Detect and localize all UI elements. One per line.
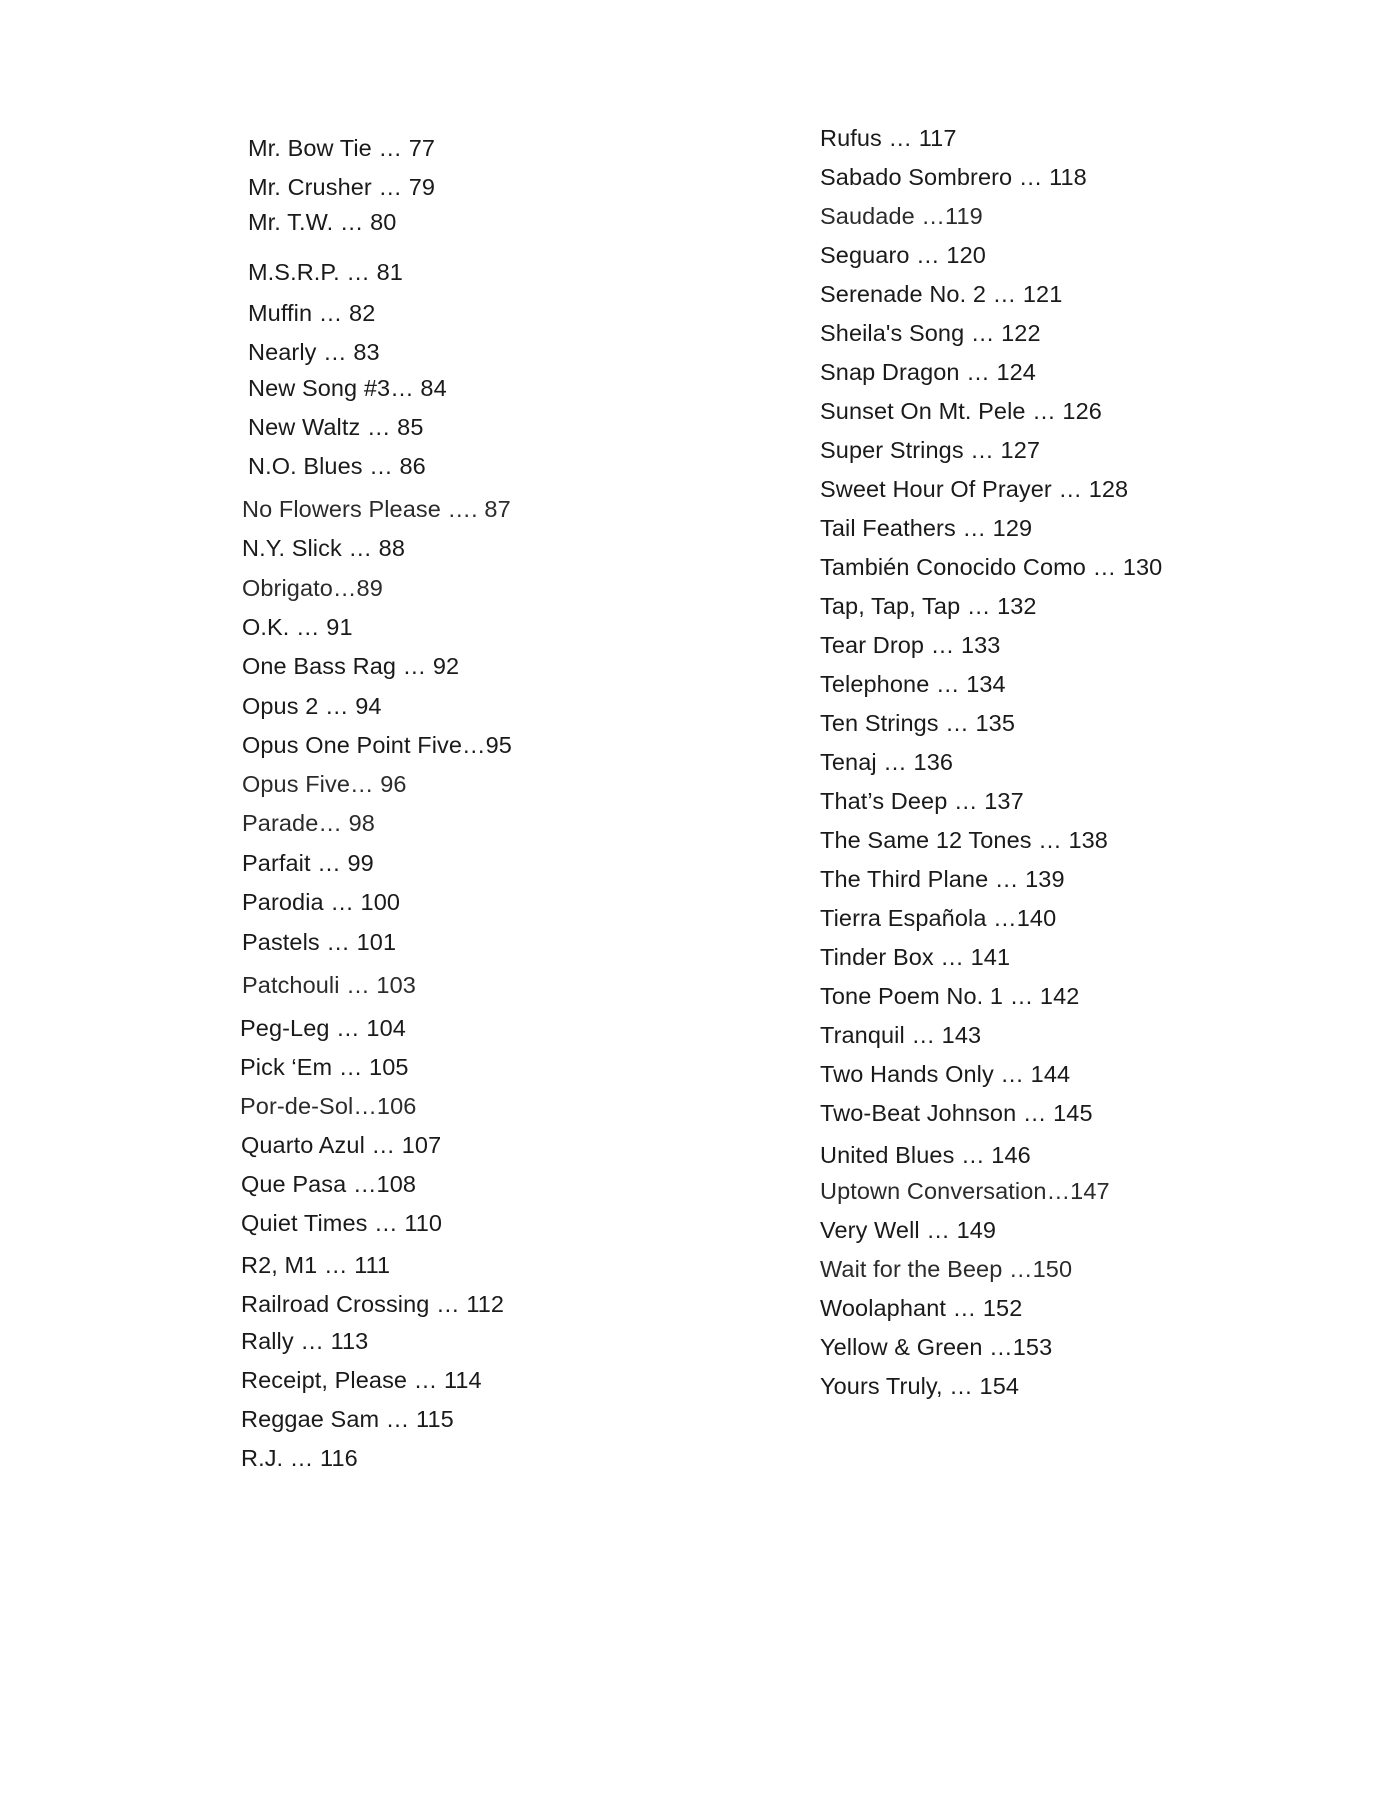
index-entry: New Song #3… 84 [248,375,447,401]
index-entry: Serenade No. 2 … 121 [820,281,1063,307]
index-entry: No Flowers Please …. 87 [242,496,511,522]
index-entry: Tear Drop … 133 [820,632,1001,658]
index-entry: Quarto Azul … 107 [241,1132,442,1158]
index-entry: Two Hands Only … 144 [820,1061,1071,1087]
index-entry: Wait for the Beep …150 [820,1256,1073,1282]
index-entry: Peg-Leg … 104 [240,1015,406,1041]
index-entry: Obrigato…89 [242,575,383,601]
index-entry: Tap, Tap, Tap … 132 [820,593,1037,619]
index-entry: Opus One Point Five…95 [242,732,512,758]
index-entry: Rally … 113 [241,1328,369,1354]
index-entry: Sabado Sombrero … 118 [820,164,1087,190]
index-entry: Opus Five… 96 [242,771,407,797]
index-entry: Reggae Sam … 115 [241,1406,454,1432]
index-entry: Patchouli … 103 [242,972,416,998]
index-entry: Opus 2 … 94 [242,693,382,719]
index-entry: Very Well … 149 [820,1217,997,1243]
index-entry: Mr. Bow Tie … 77 [248,135,436,161]
index-entry: Tinder Box … 141 [820,944,1011,970]
index-entry: The Same 12 Tones … 138 [820,827,1108,853]
index-entry: That’s Deep … 137 [820,788,1024,814]
index-entry: United Blues … 146 [820,1142,1031,1168]
index-entry: Sunset On Mt. Pele … 126 [820,398,1102,424]
index-entry: Muffin … 82 [248,300,376,326]
index-entry: N.O. Blues … 86 [248,453,426,479]
index-entry: N.Y. Slick … 88 [242,535,406,561]
index-entry: Quiet Times … 110 [241,1210,443,1236]
index-entry: Por-de-Sol…106 [240,1093,417,1119]
index-entry: R2, M1 … 111 [241,1252,391,1278]
index-entry: Parfait … 99 [242,850,374,876]
index-entry: Rufus … 117 [820,125,957,151]
index-entry: Parodia … 100 [242,889,401,915]
index-entry: Woolaphant … 152 [820,1295,1023,1321]
index-entry: Railroad Crossing … 112 [241,1291,505,1317]
index-entry: Ten Strings … 135 [820,710,1016,736]
index-entry: Telephone … 134 [820,671,1006,697]
index-entry: O.K. … 91 [242,614,353,640]
index-entry: Tranquil … 143 [820,1022,982,1048]
index-entry: The Third Plane … 139 [820,866,1065,892]
index-entry: Pastels … 101 [242,929,397,955]
index-entry: Receipt, Please … 114 [241,1367,482,1393]
index-entry: Tone Poem No. 1 … 142 [820,983,1080,1009]
index-entry: Que Pasa …108 [241,1171,417,1197]
index-entry: Sweet Hour Of Prayer … 128 [820,476,1129,502]
index-entry: M.S.R.P. … 81 [248,259,403,285]
index-entry: Tail Feathers … 129 [820,515,1033,541]
index-entry: One Bass Rag … 92 [242,653,460,679]
index-entry: Seguaro … 120 [820,242,986,268]
index-entry: R.J. … 116 [241,1445,358,1471]
index-entry: Uptown Conversation…147 [820,1178,1110,1204]
index-entry: Saudade …119 [820,203,983,229]
index-entry: Two-Beat Johnson … 145 [820,1100,1093,1126]
index-entry: Yours Truly, … 154 [820,1373,1020,1399]
index-entry: Tierra Española …140 [820,905,1057,931]
index-entry: Yellow & Green …153 [820,1334,1053,1360]
index-entry: New Waltz … 85 [248,414,424,440]
index-entry: Snap Dragon … 124 [820,359,1036,385]
index-entry: Mr. Crusher … 79 [248,174,436,200]
index-entry: Super Strings … 127 [820,437,1041,463]
index-entry: Tenaj … 136 [820,749,954,775]
index-entry: Parade… 98 [242,810,375,836]
index-entry: Pick ‘Em … 105 [240,1054,409,1080]
index-entry: Mr. T.W. … 80 [248,209,397,235]
index-entry: También Conocido Como … 130 [820,554,1163,580]
index-entry: Nearly … 83 [248,339,380,365]
index-entry: Sheila's Song … 122 [820,320,1041,346]
